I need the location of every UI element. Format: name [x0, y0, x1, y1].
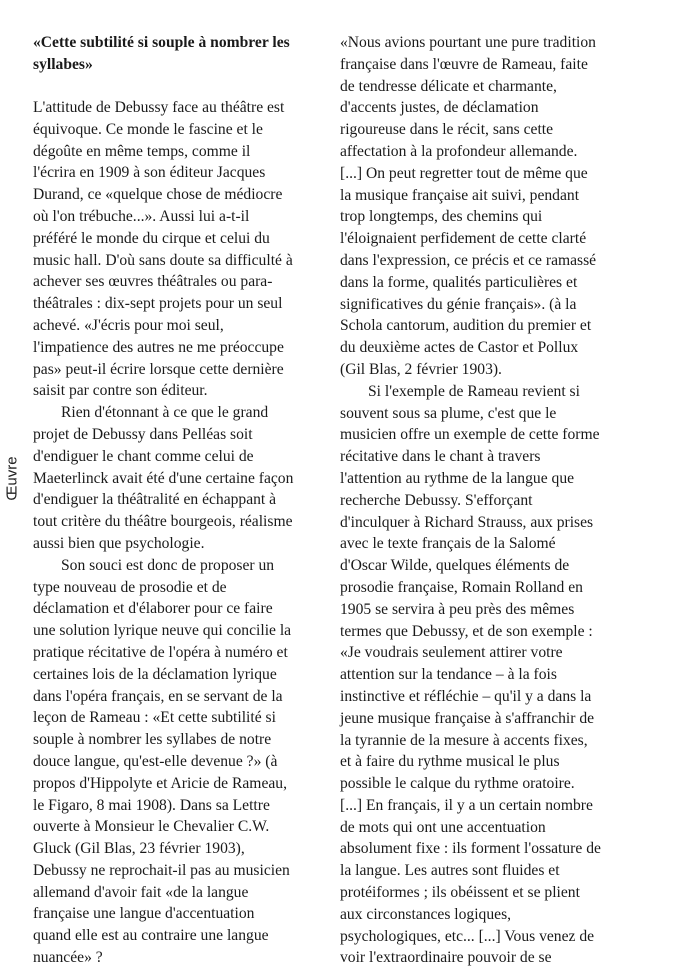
text-line: avec le texte français de la Salomé [340, 535, 556, 553]
left-paragraphs [33, 97, 327, 969]
text-line: où l'on trébuche...». Aussi lui a-t-il [33, 207, 250, 225]
text-line: d'inculquer à Richard Strauss, aux prises [340, 513, 594, 531]
text-line: l'écrira en 1909 à son éditeur Jacques [33, 164, 266, 182]
text-line: achevé. «J'écris pour moi seul, [33, 316, 224, 334]
text-line: l'attention au rythme de la langue que [340, 469, 575, 487]
side-label: Œuvre [3, 456, 21, 501]
text-line: la langue. Les autres sont fluides et [340, 862, 560, 880]
text-line: psychologiques, etc... [...] Vous venez de [340, 927, 595, 945]
text-line: de mots qui ont une accentuation [340, 818, 546, 836]
text-line: 1905 se servira à peu près des mêmes [340, 600, 575, 618]
paragraph [340, 381, 640, 970]
text-line: pas» peut-il écrire lorsque cette dernière [33, 360, 284, 378]
text-line: dans l'expression, ce précis et ce ramassé [340, 251, 597, 269]
text-line: absolument fixe : ils forment l'ossature de [340, 840, 601, 858]
text-line: et à faire du rythme musical le plus [340, 753, 560, 771]
text-line: significatives du génie français». (à la [340, 295, 577, 313]
paragraph [33, 97, 327, 402]
text-line: dans l'opéra français, en se servant de la [33, 687, 283, 705]
text-line: L'attitude de Debussy face au théâtre est [33, 99, 285, 116]
text-line: dégoûte en même temps, comme il [33, 142, 251, 160]
text-line: du deuxième actes de Castor et Pollux [340, 339, 579, 357]
text-line: la musique française ait suivi, pendant [340, 186, 580, 204]
text-line: saisit par contre son éditeur. [33, 382, 208, 400]
text-line: recherche Debussy. S'efforçant [340, 491, 533, 509]
text-line: projet de Debussy dans Pelléas soit [33, 425, 253, 443]
section-heading [33, 32, 327, 76]
text-line: française dans l'œuvre de Rameau, faite [340, 55, 588, 73]
text-line: Durand, ce «quelque chose de médiocre [33, 186, 283, 204]
text-line: souvent sous sa plume, c'est que le [340, 404, 557, 422]
text-line: instinctive et réfléchie – qu'il y a dans la [340, 687, 592, 705]
watermark [0, 561, 6, 643]
text-line: type nouveau de prosodie et de [33, 578, 227, 596]
text-line: déclamation et d'élaborer pour ce faire [33, 600, 273, 618]
text-line: possible le calque du rythme oratoire. [340, 775, 575, 793]
text-line: l'éloignaient perfidement de cette clarté [340, 230, 587, 248]
text-line: nuancée» ? [33, 949, 103, 967]
text-line: [...] On peut regretter tout de même que [340, 164, 588, 182]
text-line: musicien offre un exemple de cette forme [340, 426, 600, 444]
text-line: une solution lyrique neuve qui concilie la [33, 622, 292, 640]
heading-line: syllabes» [33, 56, 93, 73]
text-line: ouverte à Monsieur le Chevalier C.W. [33, 818, 270, 836]
text-line: la tyrannie de la mesure à accents fixes, [340, 731, 588, 749]
text-line: Rien d'étonnant à ce que le grand [61, 404, 269, 422]
text-line: Maeterlinck avait été d'une certaine façon [33, 469, 294, 487]
text-line: d'endiguer la théâtralité en échappant à [33, 491, 277, 509]
text-line: pratique récitative de l'opéra à numéro et [33, 643, 288, 661]
text-line: aux circonstances logiques, [340, 905, 512, 923]
text-line: théâtrales : dix-sept projets pour un seul [33, 295, 283, 313]
text-line: «Nous avions pourtant une pure tradition [340, 34, 596, 51]
left-column [33, 32, 327, 969]
text-line: voir l'extraordinaire pouvoir de se [340, 949, 552, 967]
text-line: (Gil Blas, 2 février 1903). [340, 360, 502, 378]
text-line: préféré le monde du cirque et celui du [33, 229, 270, 247]
right-column [340, 32, 640, 969]
text-line: dans la forme, qualités particulières et [340, 273, 578, 291]
text-line: souple à nombrer les syllabes de notre [33, 731, 272, 749]
text-line: récitative dans le chant à travers [340, 448, 541, 466]
text-line: l'impatience des autres ne me préoccupe [33, 338, 284, 356]
text-line: Debussy ne reprochait-il pas au musicien [33, 861, 290, 879]
text-line: d'accents justes, de déclamation [340, 99, 539, 117]
text-line: allemand d'avoir fait «de la langue [33, 883, 249, 901]
text-line: Gluck (Gil Blas, 23 février 1903), [33, 840, 245, 858]
text-line: rigoureuse dans le récit, sans cette [340, 121, 554, 139]
text-line: d'Oscar Wilde, quelques éléments de [340, 557, 570, 575]
heading-line: «Cette subtilité si souple à nombrer les [33, 34, 290, 51]
text-line: de tendresse délicate et charmante, [340, 77, 557, 95]
text-line: [...] En français, il y a un certain nombre [340, 796, 593, 814]
right-paragraphs [340, 32, 640, 969]
text-line: attention sur la tendance – à la fois [340, 666, 557, 684]
text-line: affectation à la profondeur allemande. [340, 142, 578, 160]
text-line: le Figaro, 8 mai 1908). Dans sa Lettre [33, 796, 270, 814]
text-line: trop longtemps, des chemins qui [340, 208, 543, 226]
paragraph [33, 555, 327, 969]
text-line: protéiformes ; ils obéissent et se plient [340, 884, 580, 902]
text-line: certaines lois de la déclamation lyrique [33, 665, 277, 683]
text-line: music hall. D'où sans doute sa difficulté à [33, 251, 293, 269]
text-line: termes que Debussy, et de son exemple : [340, 622, 593, 640]
text-line: française une langue d'accentuation [33, 905, 255, 923]
text-line: propos d'Hippolyte et Aricie de Rameau, [33, 774, 287, 792]
text-line: Schola cantorum, audition du premier et [340, 317, 592, 335]
text-line: achever ses œuvres théâtrales ou para- [33, 273, 273, 291]
text-line: aussi bien que psychologie. [33, 534, 205, 552]
text-line: tout critère du théâtre bourgeois, réalisme [33, 513, 293, 531]
paragraph [33, 402, 327, 555]
text-line: Si l'exemple de Rameau revient si [368, 382, 580, 400]
text-line: douce langue, qu'est-elle devenue ?» (à [33, 752, 278, 770]
text-line: quand elle est au contraire une langue [33, 927, 269, 945]
text-line: d'endiguer le chant comme celui de [33, 447, 254, 465]
text-line: jeune musique française à s'affranchir de [340, 709, 595, 727]
text-line: équivoque. Ce monde le fascine et le [33, 120, 263, 138]
text-line: leçon de Rameau : «Et cette subtilité si [33, 709, 276, 727]
text-line: «Je voudrais seulement attirer votre [340, 644, 563, 662]
text-line: prosodie française, Romain Rolland en [340, 578, 583, 596]
text-line: Son souci est donc de proposer un [61, 556, 275, 574]
paragraph [340, 32, 640, 381]
